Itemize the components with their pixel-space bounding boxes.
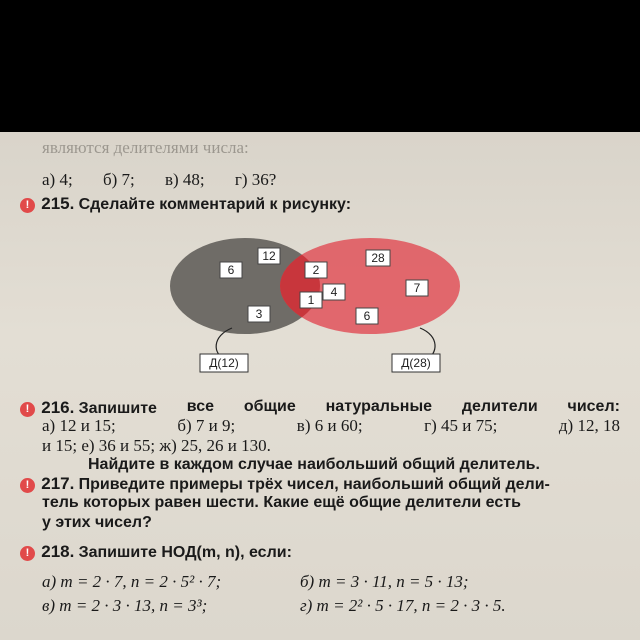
exercise-216 [20,398,640,418]
element-box: 28 [371,251,385,265]
exercise-217 [20,474,640,494]
exercise-text: Приведите примеры трёх чисел, наибольший общий дели- [78,476,550,493]
word: общие [243,398,296,415]
element-box: 6 [227,263,235,277]
exercise-217-line2: тель которых равен шести. Какие ещё общие делители есть [42,494,521,511]
exercise-216-line4: Найдите в каждом случае наибольший общий делитель. [88,456,540,473]
exercise-number: 215. [41,194,75,213]
option-c: в) 48; [164,170,205,189]
word: все [186,398,215,415]
exercise-218 [20,542,640,562]
prev-options [42,170,640,190]
element-box: 12 [262,249,276,263]
exercise-218-a: а) m = 2 · 7, n = 2 · 5² · 7; [42,572,222,591]
exercise-216-items [42,416,640,436]
exercise-216-line3: и 15; е) 36 и 55; ж) 25, 26 и 130. [42,436,271,455]
exercise-215 [20,194,640,214]
exercise-number: 218. [41,542,75,561]
venn-diagram [170,236,460,376]
item: г) 45 и 75; [424,416,498,435]
option-b: б) 7; [102,170,135,189]
exercise-number: 216. [41,398,75,417]
set-label-right: Д(28) [401,356,431,370]
element-box: 3 [255,307,263,321]
element-box: 1 [307,293,315,307]
word: Запишите [78,400,157,417]
exercise-218-d: г) m = 2² · 5 · 17, n = 2 · 3 · 5. [300,596,506,615]
textbook-page [0,132,640,640]
item: а) 12 и 15; [42,416,116,435]
item: б) 7 и 9; [177,416,236,435]
exercise-marker-icon: ! [20,402,35,417]
exercise-marker-icon: ! [20,198,35,213]
word: чисел: [567,398,620,415]
exercise-marker-icon: ! [20,478,35,493]
prev-header-text: являются делителями числа: [42,138,249,157]
exercise-marker-icon: ! [20,546,35,561]
word: делители [461,398,538,415]
set-label-left: Д(12) [209,356,239,370]
element-box: 6 [363,309,371,323]
element-box: 4 [330,285,338,299]
exercise-number: 217. [41,474,75,493]
exercise-218-b: б) m = 3 · 11, n = 5 · 13; [300,572,469,591]
item: в) 6 и 60; [296,416,363,435]
item: д) 12, 18 [558,416,620,435]
exercise-217-line3: у этих чисел? [42,514,152,531]
element-box: 7 [413,281,421,295]
option-a: а) 4; [42,170,73,189]
element-box: 2 [312,263,320,277]
exercise-text: Запишите НОД(m, n), если: [78,544,292,561]
option-d: г) 36? [234,170,277,189]
exercise-text: Сделайте комментарий к рисунку: [78,196,352,213]
word: натуральные [325,398,433,415]
exercise-218-c: в) m = 2 · 3 · 13, n = 3³; [42,596,208,615]
